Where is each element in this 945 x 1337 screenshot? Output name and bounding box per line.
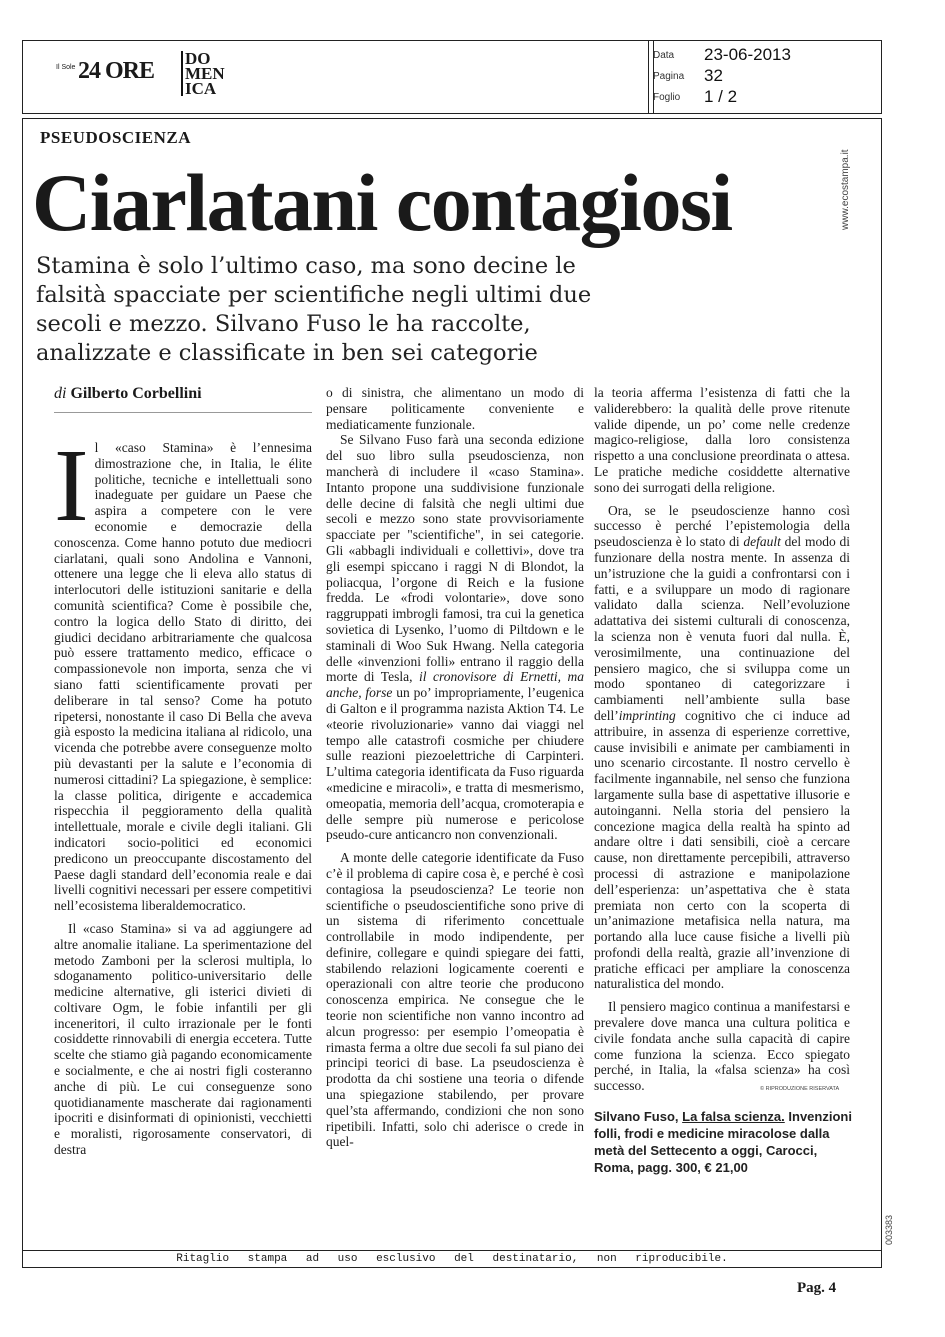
book-subtitle: Invenzioni folli, frodi e medicine miracolose dalla metà del Settecento a oggi, [594,1109,852,1158]
subheadline: Stamina è solo l’ultimo caso, ma sono decine le falsità spacciate per scientifiche negli ultimi due secoli e mezzo. Silvano Fuso le ha raccolte, analizzate e classificate in ben sei categorie [36,253,592,366]
headline: Ciarlatani contagiosi [32,157,732,248]
meta-label-sheet: Foglio [653,92,681,103]
book-publisher: Carocci, Roma, pagg. 300, € 21,00 [594,1143,818,1175]
italic-text: default [743,534,781,550]
book-title: La falsa scienza. [682,1109,785,1124]
paragraph-text: un po’ impropriamente, l’eugenica di Galton e il programma nazista Aktion T4. Le «teorie rivoluzionarie» vanno dai viaggi nel tempo alle catastrofi cosmiche per chiudere sulle reazioni piezoelettriche di Carpinteri. L’ultima categoria identificata da Fuso riguarda «medicine e miracoli», e tratta di mesmerismo, omeopatia, memoria dell’acqua, cromoterapia e delle sempre più numerose e pericolose pseudo-cure anticancro non convenzionali. [326,685,585,843]
paragraph-text: Ora, se le pseudoscienze hanno così successo è perché l’epistemologia della pseudoscienza è lo stato di [594,502,850,550]
article-column-3 [594,385,850,1094]
copyright-notice: © RIPRODUZIONE RISERVATA [760,1086,840,1092]
paragraph-text: Se Silvano Fuso farà una seconda edizione del suo libro sulla pseudoscienza, non mancherà di includere il «caso Stamina». Intanto propone una suddivisione funzionale delle decine di falsità che negli ultimi due secoli e mezzo sono state provvisoriamente spacciate per "scientifiche", in sei categorie. Gli «abbagli individuali e collettivi», dove tra gli esempi spiccano i raggi N di Blondot, la poliacqua, l’orgone di Reich e la fusione fredda. Le «frodi volontarie», dove sono raggruppati imbrogli famosi, tra cui la genetica sovietica di Lysenko, l’uomo di Piltdown e le staminali di Woo Suk Hwang. Nella categoria delle «invenzioni folli» entrano il raggio della morte di Tesla, [326,432,584,685]
paragraph: Il pensiero magico continua a manifestarsi e prevalere dove manca una cultura politica e civile fondata anche sulla capacità di capire come funziona la scienza. Ecco spiegato perché, in Italia, la «falsa scienza» ha così successo. [594,999,850,1094]
paragraph [54,428,312,914]
paragraph: A monte delle categorie identificate da Fuso c’è il problema di capire cosa è, e perché è così contagiosa la pseudoscienza? Le teorie non scientifiche o pseudoscientifiche sono prive di un sistema di riferimento concettuale controllabile in modo indipendente, per definire, collegare e quindi spiegare dei fatti, stabilendo relazioni logicamente coerenti e operazionali con altre teorie che producono conoscenza empirica. Ne consegue che le teorie non scientifiche non vanno incontro ad alcun progresso: per esempio l’omeopatia è rimasta ferma a oltre due secoli fa sul piano dei principi teorici di base. La pseudoscienza è prodotta da chi sostiene una teoria o difende una spiegazione stabilendo, per provare quel’sta affermando, condizioni che non sono ripetibili. Infatti, solo chi aderisce o crede in quel- [326,850,584,1150]
meta-value-page: 32 [704,66,723,85]
paragraph [594,503,850,993]
paragraph: la teoria afferma l’esistenza di fatti che la validerebbero: la qualità delle prove ritenute valide dipende, un po’ come nelle credenze magico-religiose, dalla loro consistenza rispetto a una conclusione preordinata o attesa. Le pratiche mediche cosiddette alternative sono dei surrogati della religione. [594,385,850,495]
logo-domenica-line-1: DO [185,49,211,68]
drop-cap: I [54,428,89,543]
paragraph-text: l «caso Stamina» è l’ennesima dimostrazione che, in Italia, le élite politiche, tecniche e intellettuali sono inadeguate per guidare un Paese che aspira a competere con le vere economie e democrazie della conoscenza. Come hanno potuto due mediocri ciarlatani, quali sono Andolina e Vannoni, ottenere una legge che li eleva allo status di interlocutori delle istituzioni sanitarie e della comunità scientifica? Come è possibile che, contro la logica dello Stato di diritto, dei giudici decidano arbitrariamente che qualcosa può essere trattamento medico, efficace o compassionevole non importa, senza che vi siano fatti scientificamente provati per deliberare in tal senso? Come ha potuto ripetersi, nonostante il caso Di Bella che aveva già esposto la medicina italiana al ridicolo, una vicenda che potrebbe avere conseguenze molto più devastanti per la salute e l’economia di numerosi cittadini? La spiegazione, è semplice: la classe politica, dirigente e accademica rispecchia il peggioramento della qualità intellettuale, morale e civile degli italiani. Gli indicatori socio-politici ed economici predicono un preoccupante discostamento del Paese dagli standard dell’economia reale e dai livelli cognitivi necessari per essere competitivi nell’ecosistema liberaldemocratico. [54,440,312,914]
italic-text: il cronovisore di Ernetti, ma anche, forse [326,669,584,701]
paragraph-text: del modo di funzionare della nostra mente. In assenza di un’istruzione che la guidi a confrontarsi con i fatti, e a sviluppare un modo di ragionare validato dalla scienza. Nell’evoluzione adattativa dei sistemi culturali di conoscenza, la scienza non è venuta fuori dal nulla. È, verosimilmente, una continuazione del pensiero magico, che si sviluppa come un modo spontaneo di categorizzare i cambiamenti nell’ambiente sulla base dell’ [594,534,850,723]
italic-text: imprinting [618,707,676,723]
meta-value-date: 23-06-2013 [704,45,791,64]
logo-24ore: 24 ORE [78,58,155,84]
logo-sole-label: Il Sole [56,64,76,71]
byline-prefix: di [54,385,67,402]
paragraph [326,432,584,843]
header-box [22,40,882,114]
article-column-2 [326,385,584,1150]
paragraph: o di sinistra, che alimentano un modo di pensare politicamente conveniente e mediaticamente funzionale. [326,385,584,432]
paragraph: Il «caso Stamina» si va ad aggiungere ad altre anomalie italiane. La sperimentazione del metodo Zamboni per la sclerosi multipla, lo sdoganamento politico-universitario delle medicine alternative, gli isterici divieti di coltivare Ogm, le fobie infantili per gli inceneritori, il culto irrazionale per le fonti cosiddette rinnovabili di energia eccetera. Tutte scelte che stiamo già pagando economicamente e socialmente, e che ai nostri figli costeranno anche di più. Le cui conseguenze sono quotidianamente mascherate dai ragionamenti ipocriti e disinformati di opinionisti, vecchietti e moralisti, rigorosamente conservatori, di destra [54,920,312,1158]
article-column-1 [54,428,312,1158]
book-author: Silvano Fuso, [594,1109,679,1124]
byline [54,385,202,403]
page-number: Pag. 4 [797,1280,837,1296]
side-code: 003383 [884,1214,894,1245]
byline-rule [54,412,312,413]
meta-label-date: Data [653,50,675,61]
section-label: PSEUDOSCIENZA [40,128,192,147]
book-reference [594,1108,854,1176]
side-credit: www.ecostampa.it [840,149,851,230]
logo-domenica [181,51,225,96]
byline-author: Gilberto Corbellini [70,385,202,402]
meta-label-page: Pagina [653,71,685,82]
paragraph-text: cognitivo che ci induce ad attribuire, in assenza di esperienze correttive, cause invisibili e animate per cambiamenti in uno scenario circostante. Il nostro cervello è facilmente ingannabile, nel senso che funziona largamente sulla base di aspettative illusorie e autoinganni. Nella storia del pensiero la concezione magica della realtà ha spinto ad andare oltre i dati sensibili, cioè a cercare cause, non direttamente percepibili, attraverso processi di astrazione e manipolazione dell’esperienza: un’aspettativa che è stata premiata non certo con la scoperta di un’animazione metafisica nella natura, ma portando alla luce cause fisiche a livelli più profondi della realtà, grazie all’invenzione di pratiche efficaci per ampliare la conoscenza naturalistica del mondo. [594,707,850,992]
logo-domenica-line-2: MEN [185,64,225,83]
meta-value-sheet: 1 / 2 [704,87,738,106]
footer-rule [22,1250,882,1251]
header-divider [648,41,649,113]
footer-notice: Ritaglio stampa ad uso esclusivo del destinatario, non riproducibile. [176,1253,728,1265]
logo-domenica-line-3: ICA [185,79,217,98]
